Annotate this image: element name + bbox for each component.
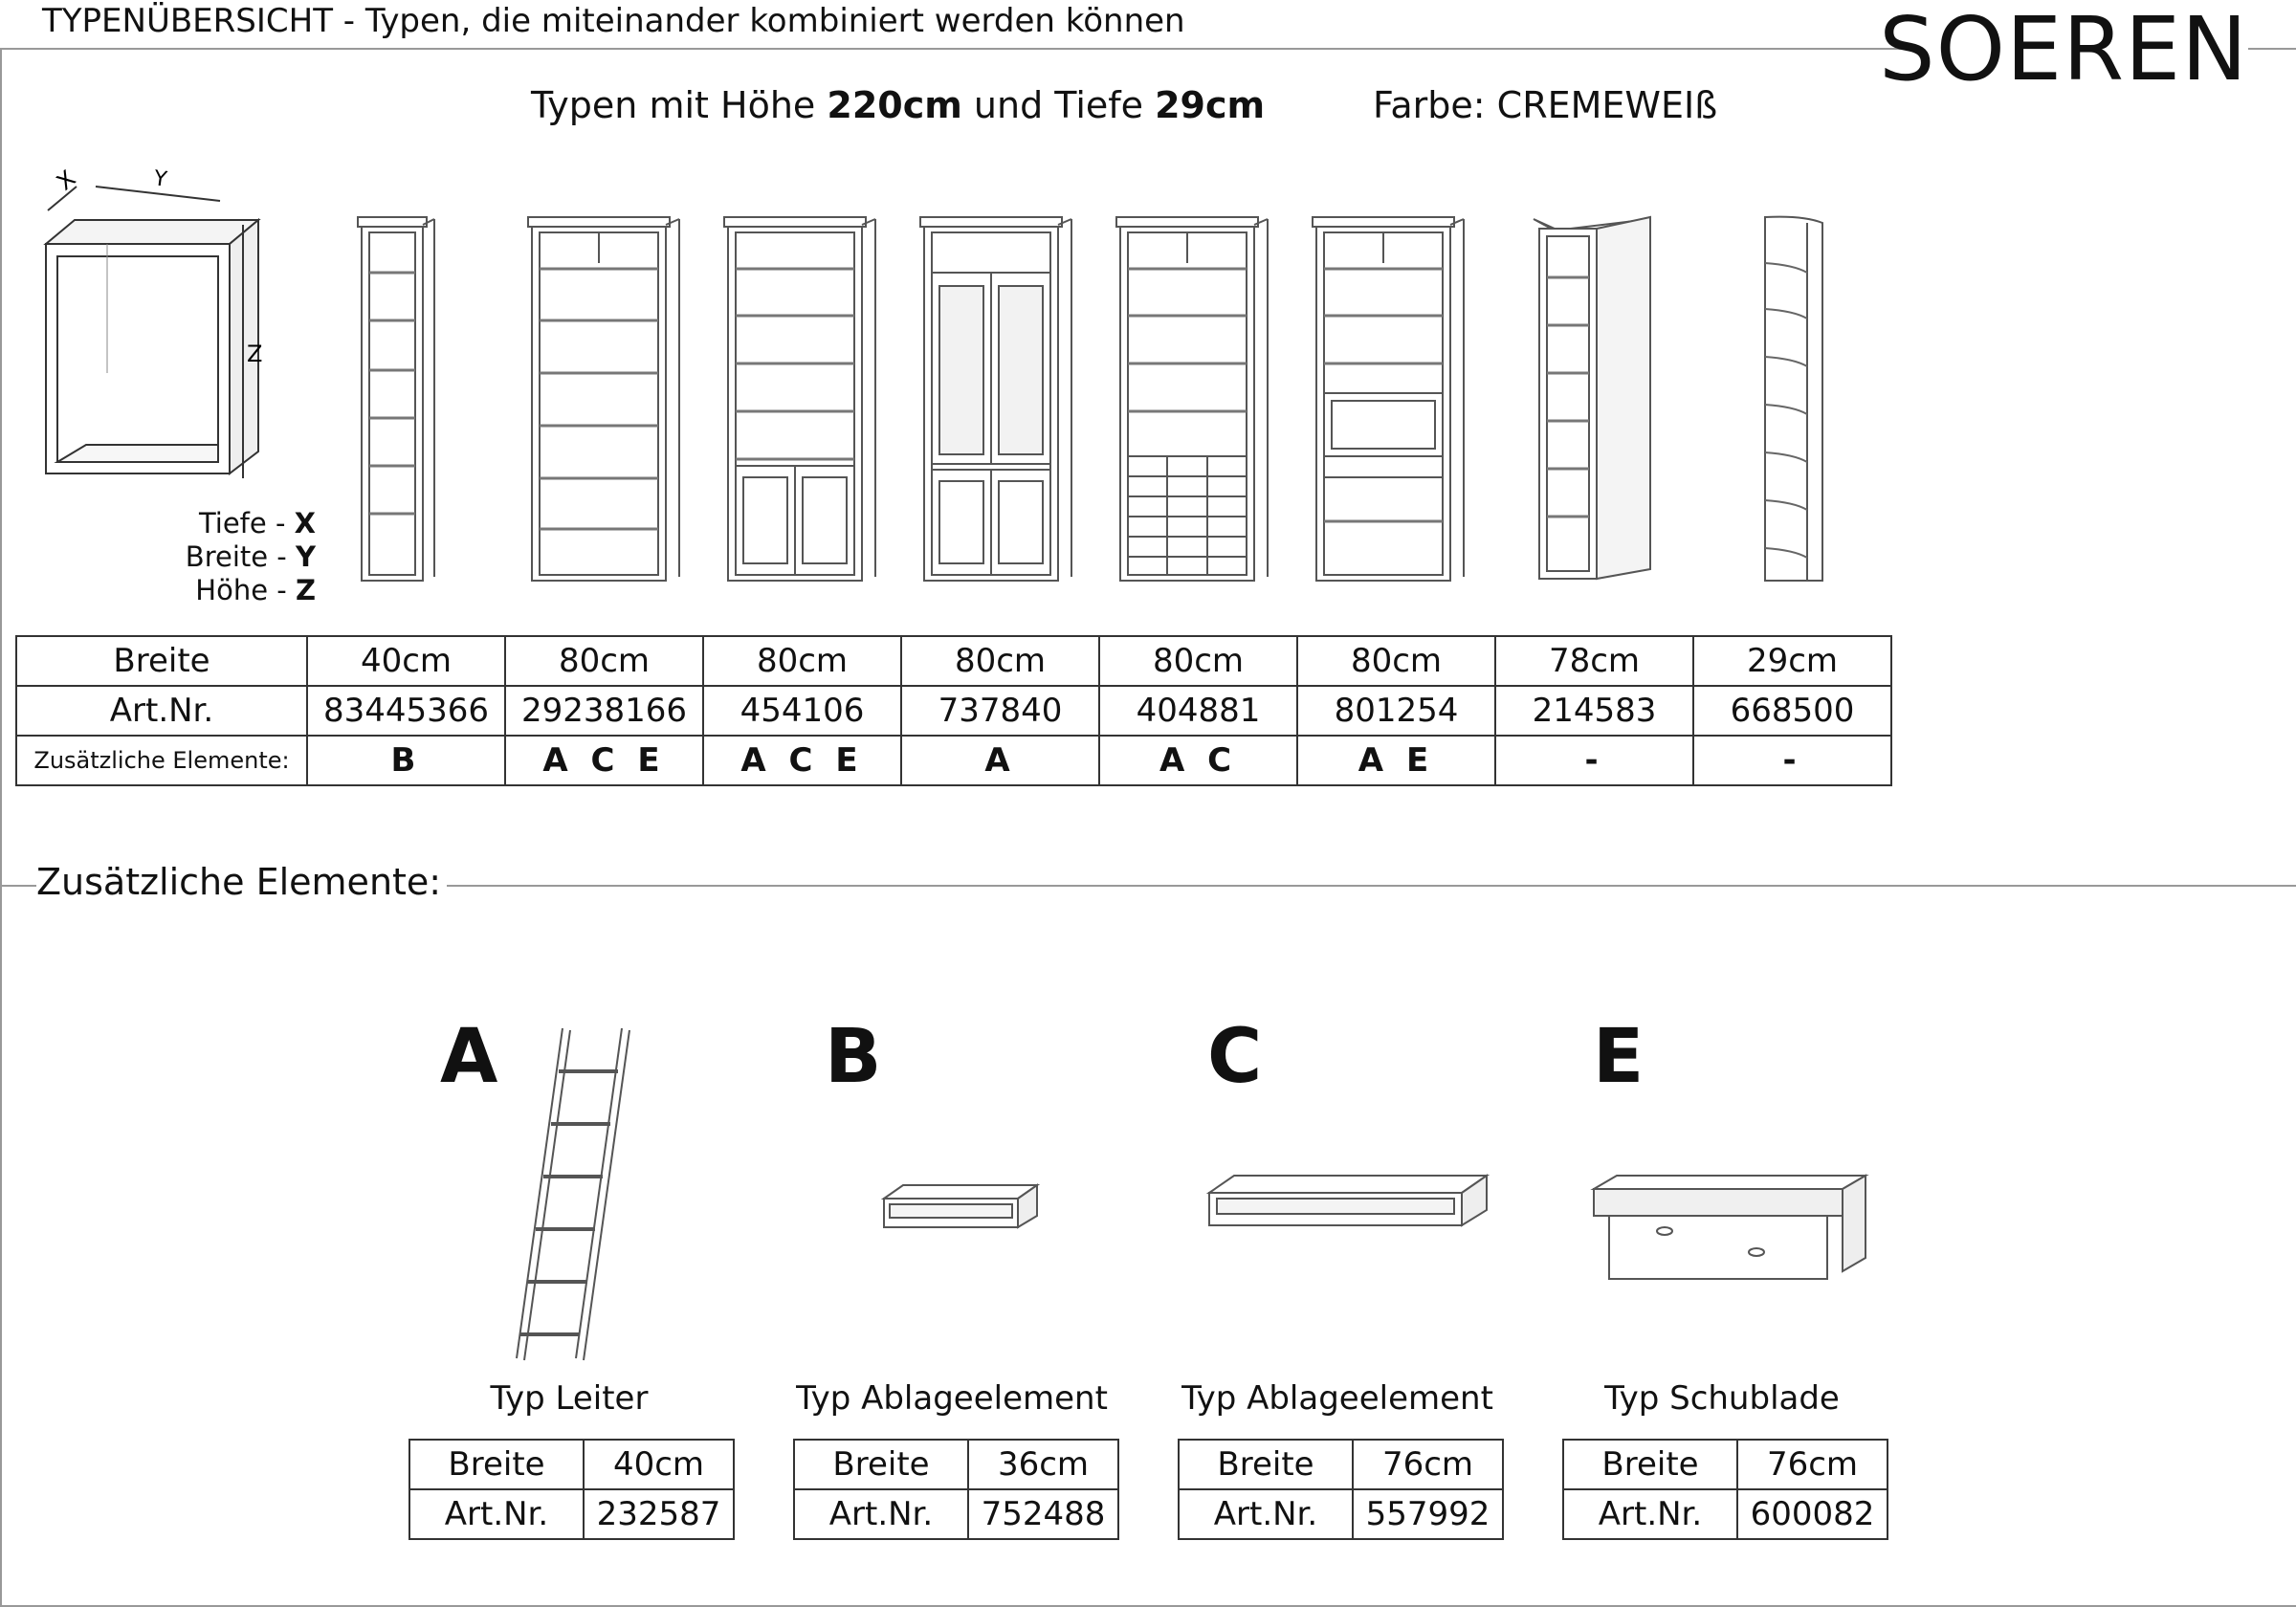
table-cell: 80cm xyxy=(505,636,703,686)
drawer-element-e-drawing xyxy=(1588,1172,1875,1287)
table-row xyxy=(1563,1440,1888,1489)
table-cell: A xyxy=(901,736,1099,785)
y-dim-label: Y xyxy=(152,166,168,192)
table-cell: A C xyxy=(1099,736,1297,785)
shelf-drawing-80cm-drawers xyxy=(1115,206,1277,588)
table-cell: Breite xyxy=(1179,1440,1353,1489)
table-row-elemente xyxy=(16,736,1891,785)
table-cell: 83445366 xyxy=(307,686,505,736)
subtitle-height: 220cm xyxy=(827,84,962,126)
table-cell: Breite xyxy=(1563,1440,1737,1489)
extra-table-b xyxy=(793,1439,1119,1540)
table-row xyxy=(409,1440,734,1489)
table-cell: Art.Nr. xyxy=(1563,1489,1737,1539)
shelf-drawing-78cm-corner xyxy=(1526,206,1669,588)
extra-title-e: Typ Schublade xyxy=(1604,1379,1840,1418)
legend-tiefe: Tiefe - X xyxy=(198,507,316,539)
table-cell: 76cm xyxy=(1737,1440,1888,1489)
shelf-drawing-80cm-vitrine xyxy=(918,206,1081,588)
table-cell: 36cm xyxy=(968,1440,1118,1489)
subtitle-middle: und Tiefe xyxy=(961,84,1156,126)
table-cell: 737840 xyxy=(901,686,1099,736)
legend-breite: Breite - Y xyxy=(185,540,316,573)
table-row xyxy=(1179,1440,1503,1489)
table-cell: 232587 xyxy=(584,1489,734,1539)
top-frame-line xyxy=(0,48,1904,50)
row-label-art-nr: Art.Nr. xyxy=(16,686,307,736)
table-cell: 214583 xyxy=(1495,686,1693,736)
shelf-drawing-80cm-box xyxy=(1311,206,1473,588)
table-cell: 76cm xyxy=(1353,1440,1503,1489)
shelf-element-b-drawing xyxy=(880,1181,1043,1248)
table-cell: 801254 xyxy=(1297,686,1495,736)
table-cell: A C E xyxy=(703,736,901,785)
legend-hoehe: Höhe - Z xyxy=(195,574,316,606)
table-cell: Breite xyxy=(409,1440,584,1489)
table-cell: 80cm xyxy=(1099,636,1297,686)
table-cell: 80cm xyxy=(703,636,901,686)
table-cell: 29238166 xyxy=(505,686,703,736)
table-cell: B xyxy=(307,736,505,785)
table-cell: 40cm xyxy=(307,636,505,686)
table-cell: 40cm xyxy=(584,1440,734,1489)
table-cell: 557992 xyxy=(1353,1489,1503,1539)
shelf-drawing-40cm xyxy=(354,206,440,588)
z-dim-label: Z xyxy=(247,341,263,367)
table-row xyxy=(794,1440,1118,1489)
table-cell: 29cm xyxy=(1693,636,1891,686)
table-cell: 80cm xyxy=(1297,636,1495,686)
extra-title-b: Typ Ablageelement xyxy=(796,1379,1108,1418)
top-frame-line-right xyxy=(2248,48,2296,50)
left-frame-line xyxy=(0,48,2,1607)
shelf-element-c-drawing xyxy=(1205,1172,1492,1248)
table-row xyxy=(409,1489,734,1539)
extra-table-a xyxy=(408,1439,735,1540)
row-label-breite: Breite xyxy=(16,636,307,686)
subtitle-depth: 29cm xyxy=(1155,84,1266,126)
table-row xyxy=(794,1489,1118,1539)
extra-letter-c: C xyxy=(1207,1014,1263,1100)
shelf-drawing-80cm-doors xyxy=(722,206,885,588)
shelf-drawing-80cm-open xyxy=(526,206,689,588)
types-table xyxy=(15,635,1892,786)
x-dim-label: X xyxy=(51,165,81,196)
table-cell: 78cm xyxy=(1495,636,1693,686)
row-label-elemente: Zusätzliche Elemente: xyxy=(16,736,307,785)
section-title: Zusätzliche Elemente: xyxy=(36,861,447,903)
table-row xyxy=(1563,1489,1888,1539)
table-row xyxy=(1179,1489,1503,1539)
table-cell: Art.Nr. xyxy=(794,1489,968,1539)
table-cell: Breite xyxy=(794,1440,968,1489)
table-cell: 404881 xyxy=(1099,686,1297,736)
table-row-breite xyxy=(16,636,1891,686)
brand-logo: SOEREN xyxy=(1879,0,2248,100)
extra-letter-b: B xyxy=(825,1014,882,1100)
table-cell: - xyxy=(1693,736,1891,785)
subtitle-prefix: Typen mit Höhe xyxy=(531,84,828,126)
table-cell: 454106 xyxy=(703,686,901,736)
ladder-drawing xyxy=(507,1019,641,1363)
extra-letter-e: E xyxy=(1593,1014,1645,1100)
table-cell: A E xyxy=(1297,736,1495,785)
table-cell: - xyxy=(1495,736,1693,785)
table-cell: Art.Nr. xyxy=(1179,1489,1353,1539)
subtitle xyxy=(531,84,1265,126)
table-cell: 752488 xyxy=(968,1489,1118,1539)
extra-title-c: Typ Ablageelement xyxy=(1181,1379,1493,1418)
table-cell: 600082 xyxy=(1737,1489,1888,1539)
shelf-drawing-29cm-end xyxy=(1746,206,1842,588)
extra-table-c xyxy=(1178,1439,1504,1540)
extra-table-e xyxy=(1562,1439,1888,1540)
color-label: Farbe: CREMEWEIß xyxy=(1373,84,1718,126)
table-cell: 668500 xyxy=(1693,686,1891,736)
table-cell: 80cm xyxy=(901,636,1099,686)
extra-title-a: Typ Leiter xyxy=(490,1379,649,1418)
extra-letter-a: A xyxy=(440,1014,498,1100)
dimension-diagram xyxy=(38,153,325,497)
header-title: TYPENÜBERSICHT - Typen, die miteinander kombiniert werden können xyxy=(42,2,1185,40)
table-cell: A C E xyxy=(505,736,703,785)
table-cell: Art.Nr. xyxy=(409,1489,584,1539)
table-row-art-nr xyxy=(16,686,1891,736)
